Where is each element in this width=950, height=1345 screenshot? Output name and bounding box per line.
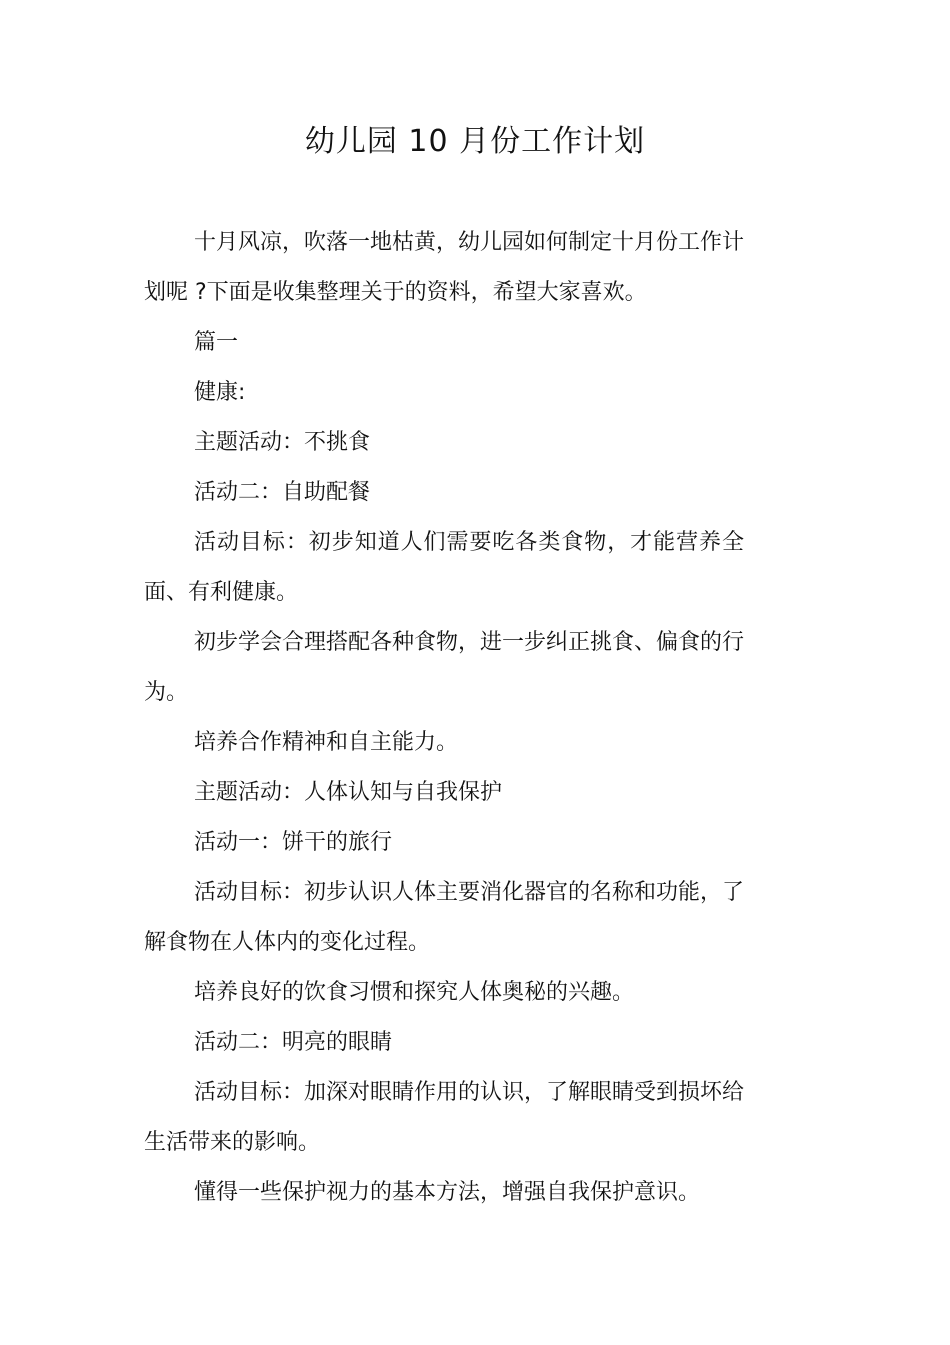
paragraph-goal-eating-habits: 培养良好的饮食习惯和探究人体奥秘的兴趣。	[194, 980, 635, 1005]
paragraph-activity-self-serve: 活动二：自助配餐	[194, 480, 371, 505]
paragraph-goal-nutrition: 活动目标：初步知道人们需要吃各类食物，才能营养全面、有利健康。	[144, 530, 744, 605]
paragraph-activity-bright-eyes: 活动二：明亮的眼睛	[194, 1030, 393, 1055]
paragraph-section-heading: 篇一	[194, 330, 239, 355]
paragraph-goal-digestion: 活动目标：初步认识人体主要消化器官的名称和功能，了解食物在人体内的变化过程。	[144, 880, 745, 955]
paragraph-category-health: 健康:	[194, 380, 246, 405]
paragraph-intro: 十月风凉，吹落一地枯黄，幼儿园如何制定十月份工作计划呢 ?下面是收集整理关于的资料，希望大家喜欢。	[144, 230, 745, 305]
paragraph-theme-picky-eating: 主题活动：不挑食	[194, 430, 371, 455]
paragraph-goal-cooperation: 培养合作精神和自主能力。	[194, 730, 459, 755]
paragraph-theme-body-awareness: 主题活动：人体认知与自我保护	[194, 780, 503, 805]
document-body	[144, 218, 744, 1218]
document-title: 幼儿园 10 月份工作计划	[304, 124, 646, 159]
paragraph-goal-food-pairing: 初步学会合理搭配各种食物，进一步纠正挑食、偏食的行为。	[144, 630, 745, 705]
paragraph-goal-eyes: 活动目标：加深对眼睛作用的认识，了解眼睛受到损坏给生活带来的影响。	[144, 1080, 745, 1155]
paragraph-goal-vision-protection: 懂得一些保护视力的基本方法，增强自我保护意识。	[194, 1180, 701, 1205]
paragraph-activity-biscuit-journey: 活动一：饼干的旅行	[194, 830, 393, 855]
